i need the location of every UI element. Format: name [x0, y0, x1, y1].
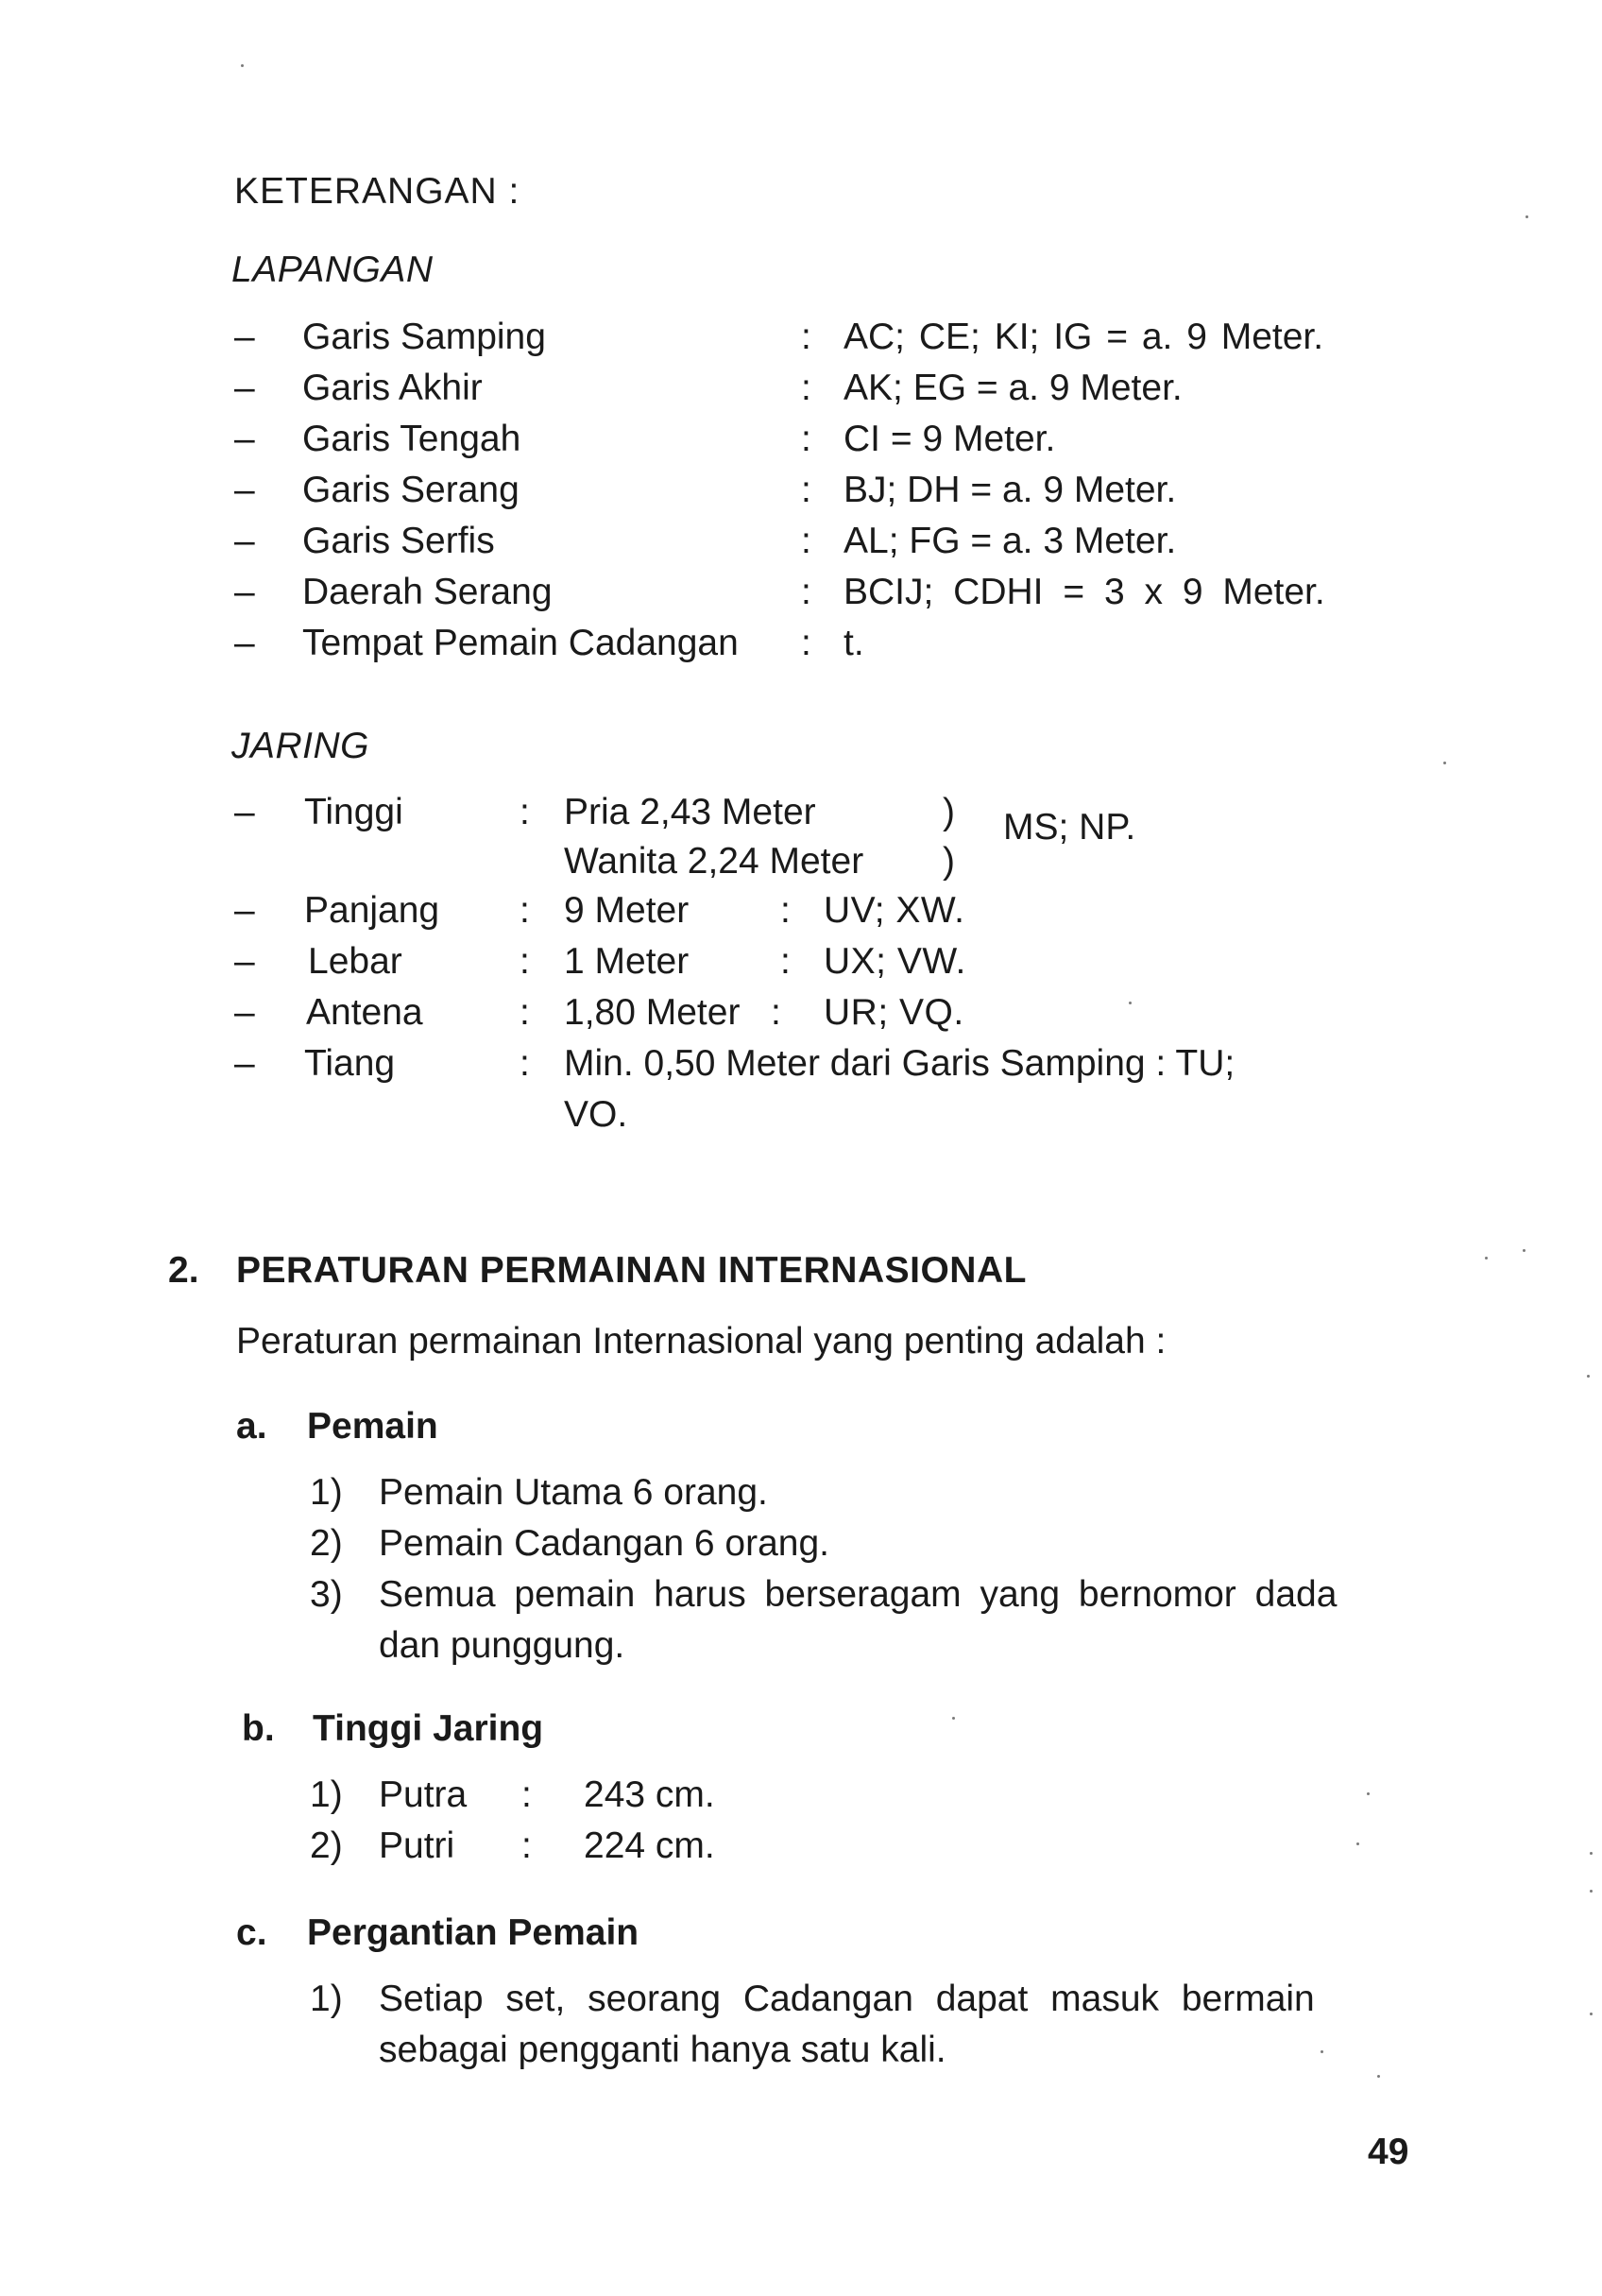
list-item: Setiap set, seorang Cadangan dapat masuk bermain [379, 1979, 1315, 2019]
sub-c-letter: c. [236, 1912, 267, 1953]
scan-speck [952, 1717, 955, 1720]
jaring-value: 1,80 Meter [564, 992, 741, 1033]
lapangan-value: AL; FG = a. 3 Meter. [844, 521, 1177, 561]
tiang-value-cont: VO. [564, 1094, 628, 1135]
dash: – [234, 941, 255, 982]
jaring-label: Lebar [308, 941, 402, 982]
section-intro: Peraturan permainan Internasional yang penting adalah : [236, 1321, 1167, 1362]
section-title: PERATURAN PERMAINAN INTERNASIONAL [236, 1250, 1027, 1291]
dash: – [234, 572, 255, 612]
jaring-ref: UX; VW. [824, 941, 966, 982]
list-item-label: Putri [379, 1825, 455, 1866]
paren: ) [943, 792, 955, 832]
lapangan-label: Garis Serang [302, 470, 520, 510]
scan-speck [1356, 1842, 1359, 1845]
lapangan-title: LAPANGAN [231, 249, 434, 290]
tinggi-ref: MS; NP. [1003, 807, 1136, 848]
list-item: Semua pemain harus berseragam yang bernomor dada [379, 1574, 1338, 1615]
tiang-value: Min. 0,50 Meter dari Garis Samping : TU; [564, 1043, 1236, 1084]
list-item-num: 1) [310, 1979, 343, 2019]
colon: : [801, 368, 811, 408]
colon: : [520, 992, 530, 1033]
jaring-value: 9 Meter [564, 890, 690, 931]
scan-speck [1587, 1375, 1590, 1378]
colon: : [520, 941, 530, 982]
colon: : [521, 1774, 532, 1815]
colon: : [780, 890, 791, 931]
sub-c-title: Pergantian Pemain [307, 1912, 639, 1953]
scan-speck [1590, 1890, 1593, 1893]
colon: : [771, 992, 781, 1033]
lapangan-value: BJ; DH = a. 9 Meter. [844, 470, 1177, 510]
list-item: Pemain Utama 6 orang. [379, 1472, 768, 1513]
list-item-value: 243 cm. [584, 1774, 715, 1815]
colon: : [801, 623, 811, 663]
lapangan-value: t. [844, 623, 864, 663]
list-item-label: Putra [379, 1774, 468, 1815]
lapangan-value: CI = 9 Meter. [844, 419, 1056, 459]
sub-b-title: Tinggi Jaring [313, 1708, 544, 1749]
dash: – [234, 368, 255, 408]
jaring-ref: UR; VQ. [824, 992, 964, 1033]
colon: : [780, 941, 791, 982]
scan-speck [1377, 2075, 1380, 2078]
colon: : [520, 890, 530, 931]
page-number: 49 [1368, 2132, 1409, 2172]
tinggi-wanita: Wanita 2,24 Meter [564, 841, 864, 882]
list-item-num: 2) [310, 1523, 343, 1564]
list-item-cont: dan punggung. [379, 1625, 625, 1666]
list-item-num: 2) [310, 1825, 343, 1866]
colon: : [520, 1043, 530, 1084]
tinggi-pria: Pria 2,43 Meter [564, 792, 816, 832]
scan-speck [241, 64, 244, 67]
list-item-num: 1) [310, 1774, 343, 1815]
scan-speck [1443, 762, 1446, 764]
sub-a-title: Pemain [307, 1406, 438, 1447]
dash: – [234, 623, 255, 663]
lapangan-value: AC; CE; KI; IG = a. 9 Meter. [844, 317, 1324, 357]
colon: : [801, 521, 811, 561]
scan-speck [1129, 1002, 1132, 1004]
colon: : [801, 419, 811, 459]
colon: : [801, 317, 811, 357]
dash: – [234, 992, 255, 1033]
list-item-num: 1) [310, 1472, 343, 1513]
jaring-value: 1 Meter [564, 941, 690, 982]
sub-b-letter: b. [242, 1708, 275, 1749]
scan-speck [1590, 1852, 1593, 1855]
lapangan-value: BCIJ; CDHI = 3 x 9 Meter. [844, 572, 1325, 612]
colon: : [801, 470, 811, 510]
dash: – [234, 317, 255, 357]
lapangan-label: Daerah Serang [302, 572, 553, 612]
lapangan-label: Garis Samping [302, 317, 546, 357]
list-item-num: 3) [310, 1574, 343, 1615]
jaring-label: Tinggi [304, 792, 403, 832]
jaring-ref: UV; XW. [824, 890, 965, 931]
jaring-title: JARING [231, 726, 370, 766]
lapangan-value: AK; EG = a. 9 Meter. [844, 368, 1183, 408]
jaring-label: Panjang [304, 890, 440, 931]
paren: ) [943, 841, 955, 882]
scan-speck [1367, 1792, 1370, 1795]
dash: – [234, 890, 255, 931]
jaring-label: Tiang [304, 1043, 396, 1084]
keterangan-heading: KETERANGAN : [234, 171, 520, 212]
dash: – [234, 521, 255, 561]
lapangan-label: Tempat Pemain Cadangan [302, 623, 739, 663]
scan-speck [1485, 1257, 1488, 1259]
dash: – [234, 1043, 255, 1084]
lapangan-label: Garis Serfis [302, 521, 495, 561]
list-item-value: 224 cm. [584, 1825, 715, 1866]
scan-speck [1523, 1249, 1525, 1252]
dash: – [234, 470, 255, 510]
scan-speck [1590, 2013, 1593, 2015]
colon: : [520, 792, 530, 832]
colon: : [801, 572, 811, 612]
list-item-cont: sebagai pengganti hanya satu kali. [379, 2030, 946, 2070]
sub-a-letter: a. [236, 1406, 267, 1447]
dash: – [234, 792, 255, 832]
dash: – [234, 419, 255, 459]
colon: : [521, 1825, 532, 1866]
jaring-label: Antena [306, 992, 423, 1033]
section-number: 2. [168, 1250, 199, 1291]
list-item: Pemain Cadangan 6 orang. [379, 1523, 830, 1564]
lapangan-label: Garis Akhir [302, 368, 483, 408]
scan-speck [1321, 2050, 1323, 2053]
scan-speck [1525, 215, 1528, 218]
lapangan-label: Garis Tengah [302, 419, 521, 459]
